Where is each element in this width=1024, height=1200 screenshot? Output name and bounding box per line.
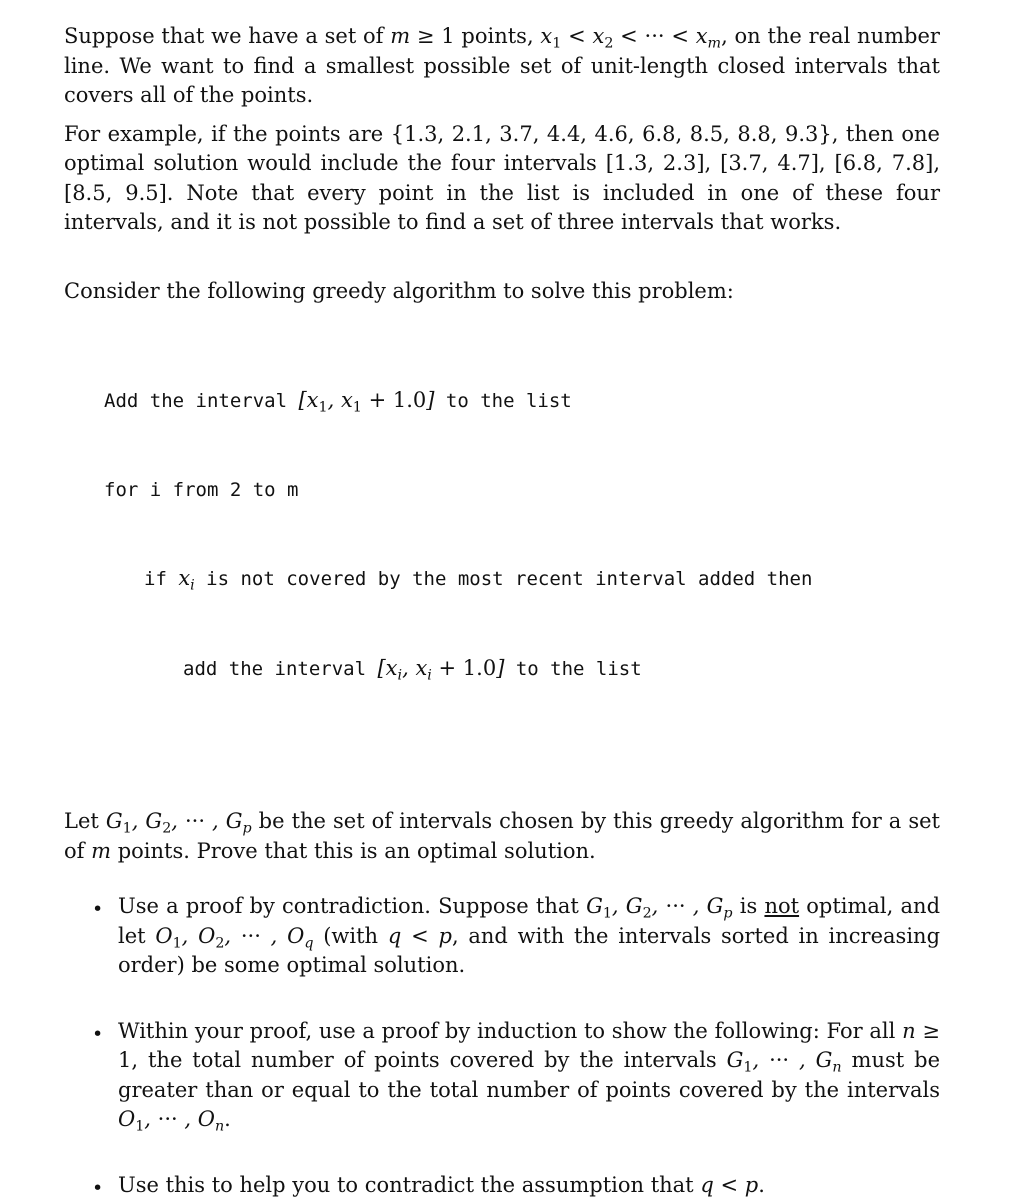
math-x1-interval: [$x_1$, $x_1 + 1.0$]	[298, 388, 434, 412]
math-xi: $x_i$	[178, 566, 194, 590]
example-intervals: [1.3, 2.3], [3.7, 4.7], [6.8, 7.8], [8.5, 9.5]	[64, 151, 940, 205]
bullet-icon: •	[92, 1025, 103, 1044]
math-xi-interval: [$x_i$, $x_i + 1.0$]	[377, 656, 504, 680]
consider-text: Consider the following greedy algorithm to solve this problem:	[64, 277, 940, 307]
list-item: • Use a proof by contradiction. Suppose that $G_1$, $G_2$, ··· , $G_p$ is not optimal, and let $O_1$, $O_2$, ··· , $O_q$ (with q < p, and with the intervals sorted in increasing order) be some optimal solution.	[64, 892, 940, 981]
points-set: {1.3, 2.1, 3.7, 4.4, 4.6, 6.8, 8.5, 8.8, 9.3}	[391, 122, 832, 146]
hint-list	[64, 892, 940, 1200]
list-item: • Use this to help you to contradict the assumption that q < p.	[64, 1171, 940, 1200]
algorithm-line-1: Add the interval [$x_1$, $x_1 + 1.0$] to the list	[104, 386, 940, 417]
greedy-algorithm	[104, 327, 940, 743]
let-g-paragraph: Let $G_1$, $G_2$, ··· , $G_p$ be the set of intervals chosen by this greedy algorithm for a set of m points. Prove that this is an optimal solution.	[64, 807, 940, 866]
algorithm-line-3: if $x_i$ is not covered by the most recent interval added then	[104, 564, 940, 595]
math-m: m	[390, 24, 410, 48]
list-item: • Within your proof, use a proof by induction to show the following: For all n ≥ 1, the total number of points covered by the intervals $G_1$, ··· , $G_n$ must be greater than or equal to the total number of points covered by the intervals $O_1$, ··· , $O_n$.	[64, 1017, 940, 1135]
problem-statement	[64, 22, 940, 1200]
example-paragraph: For example, if the points are {1.3, 2.1, 3.7, 4.4, 4.6, 6.8, 8.5, 8.8, 9.3}, then one optimal solution would include the four intervals [1.3, 2.3], [3.7, 4.7], [6.8, 7.8], [8.5, 9.5]. Note that every point in the list is included in one of these four intervals, and it is not possible to find a set of three intervals that works.	[64, 120, 940, 238]
bullet-icon: •	[92, 1179, 103, 1198]
algorithm-line-2: for i from 2 to m	[104, 476, 940, 506]
g-sequence: $G_1$, $G_2$, ··· , $G_p$	[106, 809, 252, 833]
algorithm-line-4: add the interval [$x_i$, $x_i + 1.0$] to the list	[104, 654, 940, 685]
bullet-icon: •	[92, 900, 103, 919]
intro-paragraph: Suppose that we have a set of m ≥ 1 points, $x_1 < x_2$ < ··· < $x_m$, on the real number line. We want to find a smallest possible set of unit-length closed intervals that covers all of the points.	[64, 22, 940, 111]
